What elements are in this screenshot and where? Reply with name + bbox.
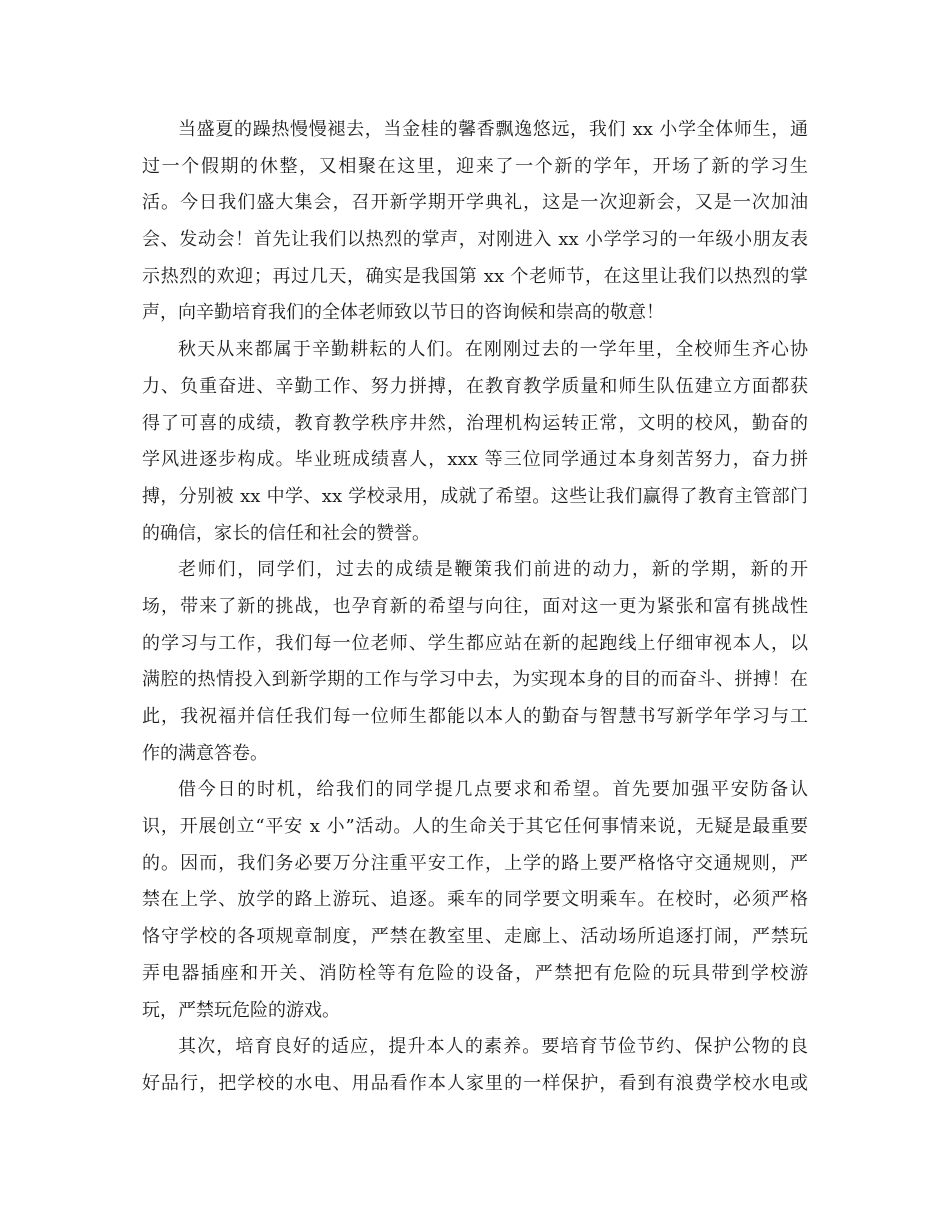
text-line: 声，向辛勤培育我们的全体老师致以节日的咨询候和崇高的敬意！ (142, 302, 664, 324)
text-line: 弄电器插座和开关、消防栓等有危险的设备，严禁把有危险的玩具带到学校游 (142, 962, 808, 984)
text-line: 其次，培育良好的适应，提升本人的素养。要培育节俭节约、保护公物的良 (178, 1036, 808, 1058)
text-line: 的学习与工作，我们每一位老师、学生都应站在新的起跑线上仔细审视本人，以 (142, 632, 808, 654)
text-line: 过一个假期的休整，又相聚在这里，迎来了一个新的学年，开场了新的学习生 (142, 155, 808, 177)
text-line: 老师们，同学们，过去的成绩是鞭策我们前进的动力，新的学期，新的开 (178, 559, 808, 581)
text-line: 学风进逐步构成。毕业班成绩喜人，xxx 等三位同学通过本身刻苦努力，奋力拼 (142, 449, 808, 471)
text-line: 会、发动会！首先让我们以热烈的掌声，对刚进入 xx 小学学习的一年级小朋友表 (142, 229, 808, 251)
text-line: 好品行，把学校的水电、用品看作本人家里的一样保护，看到有浪费学校水电或 (142, 1072, 808, 1094)
text-line: 秋天从来都属于辛勤耕耘的人们。在刚刚过去的一学年里，全校师生齐心协 (178, 339, 808, 361)
paragraph-2 (142, 332, 808, 552)
document-page (142, 112, 808, 1103)
text-line: 恪守学校的各项规章制度，严禁在教室里、走廊上、活动场所追逐打闹，严禁玩 (142, 926, 808, 948)
paragraph-4 (142, 772, 808, 1029)
text-line: 满腔的热情投入到新学期的工作与学习中去，为实现本身的目的而奋斗、拼搏！在 (142, 669, 808, 691)
text-line: 此，我祝福并信任我们每一位师生都能以本人的勤奋与智慧书写新学年学习与工 (142, 706, 808, 727)
text-line: 识，开展创立“平安 x 小”活动。人的生命关于其它任何事情来说，无疑是最重要 (142, 816, 808, 838)
text-line: 活。今日我们盛大集会，召开新学期开学典礼，这是一次迎新会，又是一次加油 (142, 192, 808, 214)
text-line: 搏，分别被 xx 中学、xx 学校录用，成就了希望。这些让我们赢得了教育主管部门 (142, 485, 808, 507)
text-line: 禁在上学、放学的路上游玩、追逐。乘车的同学要文明乘车。在校时，必须严格 (142, 889, 808, 911)
text-line: 场，带来了新的挑战，也孕育新的希望与向往，面对这一更为紧张和富有挑战性 (142, 595, 808, 617)
text-line: 作的满意答卷。 (142, 742, 268, 764)
paragraph-5 (142, 1029, 808, 1102)
paragraph-3 (142, 552, 808, 772)
text-line: 力、负重奋进、辛勤工作、努力拼搏，在教育教学质量和师生队伍建立方面都获 (142, 375, 808, 397)
paragraph-1 (142, 112, 808, 332)
text-line: 当盛夏的躁热慢慢褪去，当金桂的馨香飘逸悠远，我们 xx 小学全体师生，通 (178, 119, 808, 140)
text-line: 借今日的时机，给我们的同学提几点要求和希望。首先要加强平安防备认 (178, 779, 808, 801)
text-line: 的确信，家长的信任和社会的赞誉。 (142, 522, 430, 544)
text-line: 玩，严禁玩危险的游戏。 (142, 999, 340, 1021)
text-line: 得了可喜的成绩，教育教学秩序井然，治理机构运转正常，文明的校风，勤奋的 (142, 412, 808, 434)
text-line: 的。因而，我们务必要万分注重平安工作，上学的路上要严格恪守交通规则，严 (142, 852, 808, 874)
text-line: 示热烈的欢迎；再过几天，确实是我国第 xx 个老师节，在这里让我们以热烈的掌 (142, 265, 808, 287)
